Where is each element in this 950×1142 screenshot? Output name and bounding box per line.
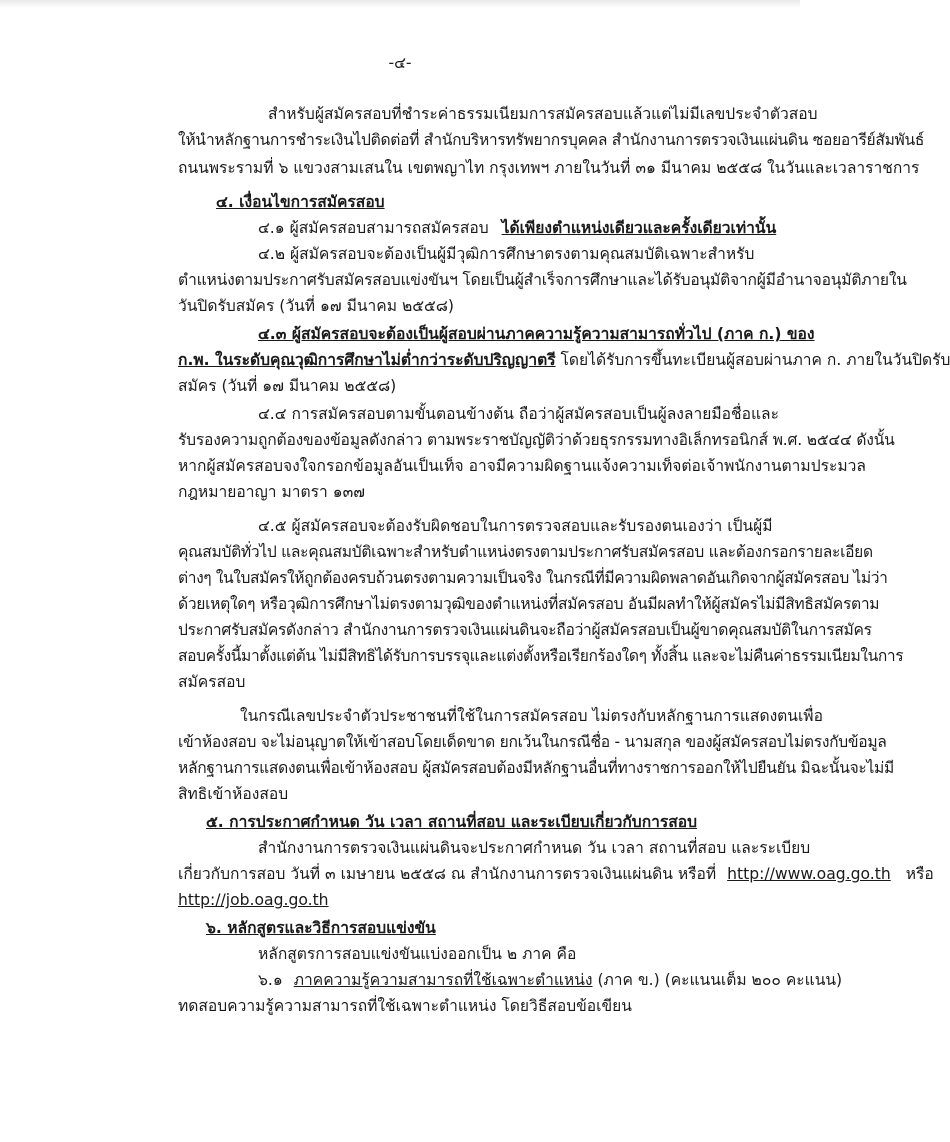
page-number: -๔- — [388, 54, 412, 72]
clause-4-3-line-2 — [178, 350, 950, 370]
section-5-text: เกี่ยวกับการสอบ วันที่ ๓ เมษายน ๒๕๕๘ ณ สำนักงานการตรวจเงินแผ่นดิน หรือที่ — [178, 865, 717, 883]
clause-4-4-line-1: ๔.๔ การสมัครสอบตามขั้นตอนข้างต้น ถือว่าผู้สมัครสอบเป็นผู้ลงลายมือชื่อและ — [258, 405, 779, 423]
section-5-line-2 — [178, 864, 934, 884]
clause-4-5-line-1: ๔.๕ ผู้สมัครสอบจะต้องรับผิดชอบในการตรวจสอบและรับรองตนเองว่า เป็นผู้มี — [258, 517, 773, 535]
intro-line-3: ถนนพระรามที่ ๖ แขวงสามเสนใน เขตพญาไท กรุงเทพฯ ภายในวันที่ ๓๑ มีนาคม ๒๕๕๘ ในวันและเวลาราชการ — [178, 159, 920, 177]
job-website-link[interactable]: http://job.oag.go.th — [178, 891, 329, 909]
section-6-heading: ๖. หลักสูตรและวิธีการสอบแข่งขัน — [206, 919, 436, 937]
id-paragraph-line-2: เข้าห้องสอบ จะไม่อนุญาตให้เข้าสอบโดยเด็ดขาด ยกเว้นในกรณีชื่อ - นามสกุล ของผู้สมัครสอบไม่ตรงกับข้อมูล — [178, 733, 887, 751]
clause-4-5-line-5: ประกาศรับสมัครดังกล่าว สำนักงานการตรวจเงินแผ่นดินจะถือว่าผู้สมัครสอบเป็นผู้ขาดคุณสมบัติในการสมัคร — [178, 621, 872, 639]
clause-4-5-line-4: ด้วยเหตุใดๆ หรือวุฒิการศึกษาไม่ตรงตามวุฒิของตำแหน่งที่สมัครสอบ อันมีผลทำให้ผู้สมัครไม่มีสิทธิสมัครตาม — [178, 595, 880, 613]
clause-6-1-number: ๖.๑ — [258, 971, 283, 989]
or-text: หรือ — [905, 865, 934, 883]
clause-4-5-line-3: ต่างๆ ในใบสมัครให้ถูกต้องครบถ้วนตรงตามความเป็นจริง ในกรณีที่มีความผิดพลาดอันเกิดจากผู้สมัครสอบ ไม่ว่า — [178, 569, 888, 587]
clause-4-3-emphasis: ก.พ. ในระดับคุณวุฒิการศึกษาไม่ต่ำกว่าระดับปริญญาตรี — [178, 351, 556, 369]
clause-4-3-text: โดยได้รับการขึ้นทะเบียนผู้สอบผ่านภาค ก. ภายในวันปิดรับ — [555, 351, 950, 369]
id-paragraph-line-3: หลักฐานการแสดงตนเพื่อเข้าห้องสอบ ผู้สมัครสอบต้องมีหลักฐานอื่นที่ทางราชการออกให้ไปยืนยัน มิฉะนั้นจะไม่มี — [178, 759, 894, 777]
clause-4-1-text: ๔.๑ ผู้สมัครสอบสามารถสมัครสอบ — [258, 219, 489, 237]
clause-4-5-line-7: สมัครสอบ — [178, 673, 246, 691]
clause-4-4-line-4: กฎหมายอาญา มาตรา ๑๓๗ — [178, 483, 366, 501]
clause-4-4-line-2: รับรองความถูกต้องของข้อมูลดังกล่าว ตามพระราชบัญญัติว่าด้วยธุรกรรมทางอิเล็กทรอนิกส์ พ.ศ. ๒๕๔๔ ดังนั้น — [178, 431, 895, 449]
intro-line-2: ให้นำหลักฐานการชำระเงินไปติดต่อที่ สำนักบริหารทรัพยากรบุคคล สำนักงานการตรวจเงินแผ่นดิน ซอยอารีย์สัมพันธ์ — [178, 131, 925, 149]
clause-4-5-line-2: คุณสมบัติทั่วไป และคุณสมบัติเฉพาะสำหรับตำแหน่งตรงตามประกาศรับสมัครสอบ และต้องกรอกรายละเอียด — [178, 543, 873, 561]
section-4-heading: ๔. เงื่อนไขการสมัครสอบ — [216, 193, 385, 211]
clause-4-3-line-3: สมัคร (วันที่ ๑๗ มีนาคม ๒๕๕๘) — [178, 377, 397, 395]
clause-4-2-line-3: วันปิดรับสมัคร (วันที่ ๑๗ มีนาคม ๒๕๕๘) — [178, 297, 454, 315]
clause-6-1 — [258, 970, 842, 990]
clause-4-2-line-1: ๔.๒ ผู้สมัครสอบจะต้องเป็นผู้มีวุฒิการศึกษาตรงตามคุณสมบัติเฉพาะสำหรับ — [258, 245, 755, 263]
section-5-line-3 — [178, 890, 329, 910]
clause-4-5-line-6: สอบครั้งนี้มาตั้งแต่ต้น ไม่มีสิทธิได้รับการบรรจุและแต่งตั้งหรือเรียกร้องใดๆ ทั้งสิ้น และจะไม่คืนค่าธรรมเนียมในการ — [178, 647, 904, 665]
intro-line-1: สำหรับผู้สมัครสอบที่ชำระค่าธรรมเนียมการสมัครสอบแล้วแต่ไม่มีเลขประจำตัวสอบ — [268, 105, 818, 123]
clause-4-1-emphasis: ได้เพียงตำแหน่งเดียวและครั้งเดียวเท่านั้น — [501, 219, 777, 237]
clause-4-2-line-2: ตำแหน่งตามประกาศรับสมัครสอบแข่งขันฯ โดยเป็นผู้สำเร็จการศึกษาและได้รับอนุมัติจากผู้มีอำนาจอนุมัติภายใน — [178, 271, 907, 289]
id-paragraph-line-4: สิทธิเข้าห้องสอบ — [178, 785, 289, 803]
oag-website-link[interactable]: http://www.oag.go.th — [727, 865, 891, 883]
clause-6-1-emphasis: ภาคความรู้ความสามารถที่ใช้เฉพาะตำแหน่ง — [293, 971, 593, 989]
section-6-line-1: หลักสูตรการสอบแข่งขันแบ่งออกเป็น ๒ ภาค คือ — [258, 945, 577, 963]
id-paragraph-line-1: ในกรณีเลขประจำตัวประชาชนที่ใช้ในการสมัครสอบ ไม่ตรงกับหลักฐานการแสดงตนเพื่อ — [240, 707, 823, 725]
clause-4-4-line-3: หากผู้สมัครสอบจงใจกรอกข้อมูลอันเป็นเท็จ อาจมีความผิดฐานแจ้งความเท็จต่อเจ้าพนักงานตามประมวล — [178, 457, 866, 475]
clause-4-3-line-1: ๔.๓ ผู้สมัครสอบจะต้องเป็นผู้สอบผ่านภาคความรู้ความสามารถทั่วไป (ภาค ก.) ของ — [258, 325, 815, 343]
clause-4-1 — [258, 218, 776, 238]
clause-6-1-text: (ภาค ข.) (คะแนนเต็ม ๒๐๐ คะแนน) — [592, 971, 843, 989]
section-5-heading: ๕. การประกาศกำหนด วัน เวลา สถานที่สอบ และระเบียบเกี่ยวกับการสอบ — [206, 813, 698, 831]
scan-edge — [0, 0, 800, 8]
section-5-line-1: สำนักงานการตรวจเงินแผ่นดินจะประกาศกำหนด วัน เวลา สถานที่สอบ และระเบียบ — [258, 839, 811, 857]
section-6-line-3: ทดสอบความรู้ความสามารถที่ใช้เฉพาะตำแหน่ง โดยวิธีสอบข้อเขียน — [178, 997, 632, 1015]
